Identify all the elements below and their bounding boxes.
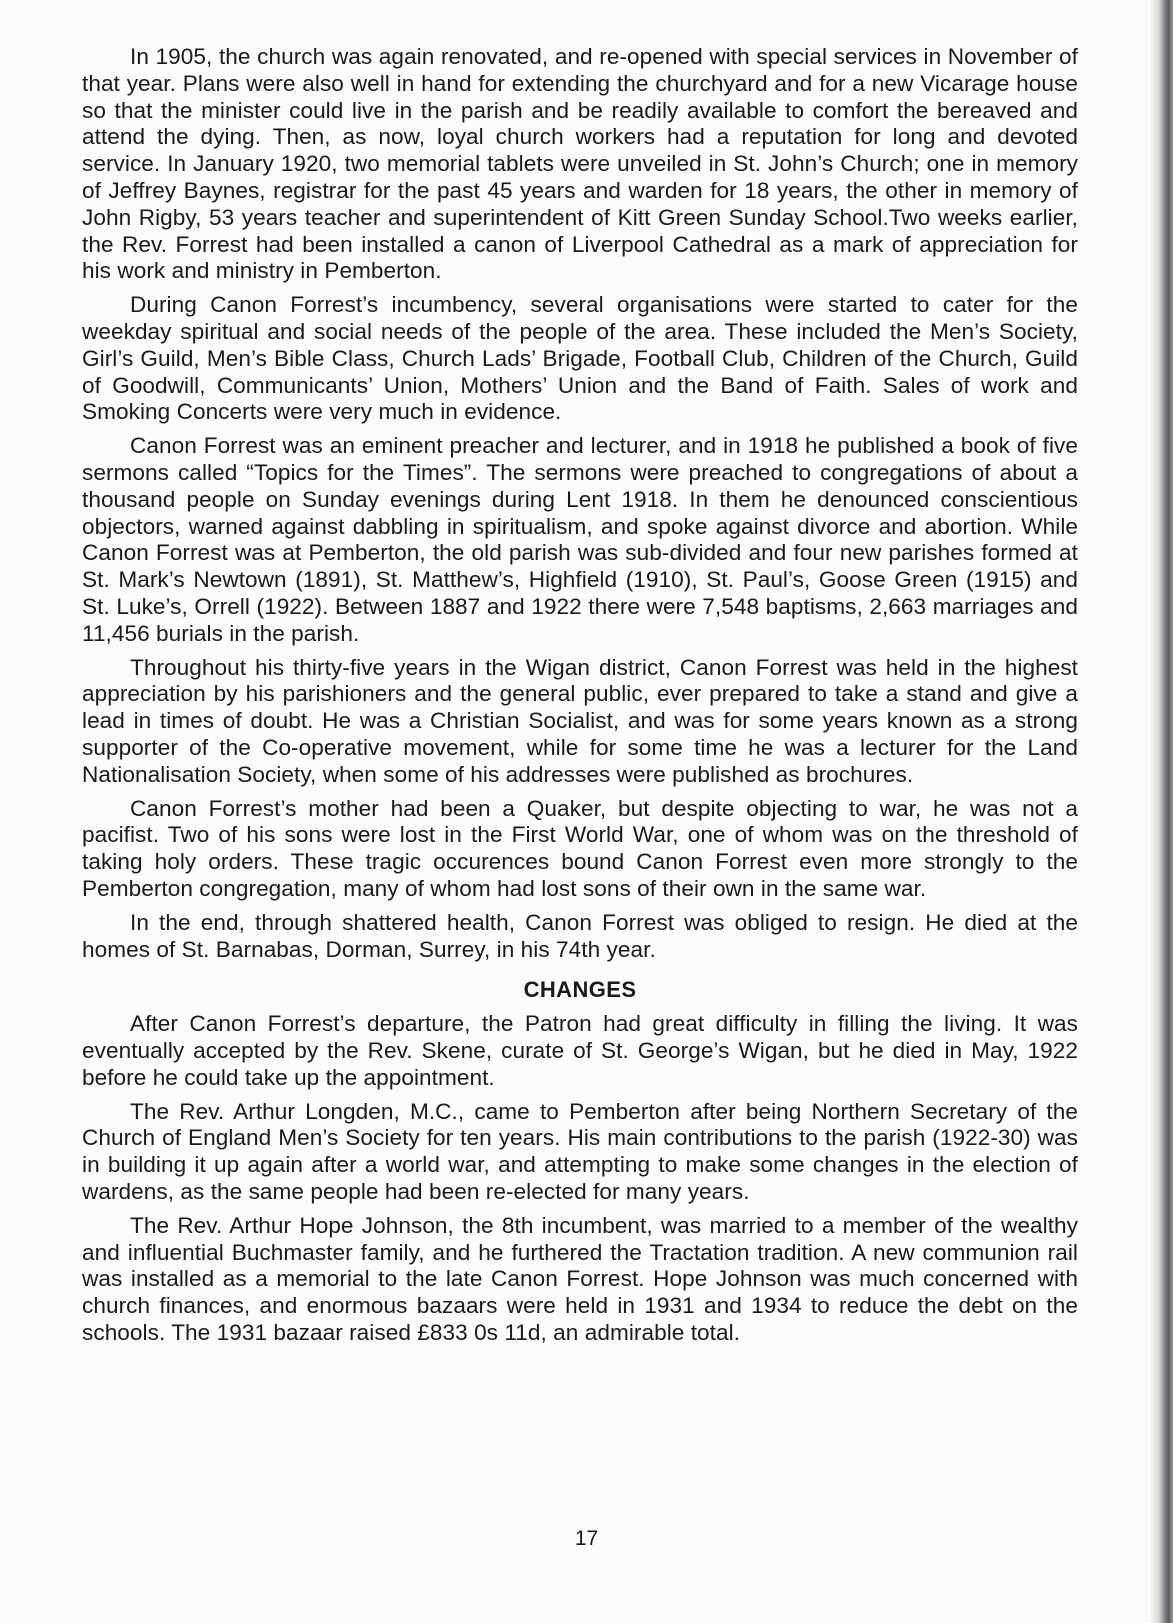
paragraph-organisations: During Canon Forrest’s incumbency, several organisations were started to cater for the weekday spiritual and social needs of the people of the area. These included the Men’s Society, Girl’s Guild, Men’s Bible Class, Church Lads’ Brigade, Football Club, Children of the Church, Guild of Goodwill, Communicants’ Union, Mothers’ Union and the Band of Faith. Sales of work and Smoking Concerts were very much in evidence.	[82, 292, 1078, 425]
paragraph-wigan-district: Throughout his thirty-five years in the Wigan district, Canon Forrest was held in the highest appreciation by his parishioners and the general public, ever prepared to take a stand and give a lead in times of doubt. He was a Christian Socialist, and was for some years known as a strong supporter of the Co-operative movement, while for some time he was a lecturer for the Land Nationalisation Society, when some of his addresses were published as brochures.	[82, 654, 1078, 787]
paragraph-preacher: Canon Forrest was an eminent preacher and lecturer, and in 1918 he published a book of five sermons called “Topics for the Times”. The sermons were preached to congregations of about a thousand people on Sunday evenings during Lent 1918. In them he denounced conscientious objectors, warned against dabbling in spiritualism, and spoke against divorce and abortion. While Canon Forrest was at Pemberton, the old parish was sub-divided and four new parishes formed at St. Mark’s Newtown (1891), St. Matthew’s, Highfield (1910), St. Paul’s, Goose Green (1915) and St. Luke’s, Orrell (1922). Between 1887 and 1922 there were 7,548 baptisms, 2,663 marriages and 11,456 burials in the parish.	[82, 433, 1078, 646]
paragraph-quaker-mother: Canon Forrest’s mother had been a Quaker, but despite objecting to war, he was not a pacifist. Two of his sons were lost in the First World War, one of whom was on the threshold of taking holy orders. These tragic occurences bound Canon Forrest even more strongly to the Pemberton congregation, many of whom had lost sons of their own in the same war.	[82, 795, 1078, 901]
paragraph-longden: The Rev. Arthur Longden, M.C., came to Pemberton after being Northern Secretary of the Church of England Men’s Society for ten years. His main contributions to the parish (1922-30) was in building it up again after a world war, and attempting to make some changes in the election of wardens, as the same people had been re-elected for many years.	[82, 1098, 1078, 1205]
body-text	[82, 44, 1078, 1354]
page-number: 17	[574, 1527, 599, 1550]
paragraph-hope-johnson: The Rev. Arthur Hope Johnson, the 8th incumbent, was married to a member of the wealthy and influential Buchmaster family, and he furthered the Tractation tradition. A new communion rail was installed as a memorial to the late Canon Forrest. Hope Johnson was much concerned with church finances, and enormous bazaars were held in 1931 and 1934 to reduce the debt on the schools. The 1931 bazaar raised £833 0s 11d, an admirable total.	[82, 1212, 1078, 1346]
paragraph-resignation: In the end, through shattered health, Canon Forrest was obliged to resign. He died at the homes of St. Barnabas, Dorman, Surrey, in his 74th year.	[82, 909, 1078, 962]
section-heading: CHANGES	[523, 977, 637, 1003]
binding-edge	[1151, 0, 1173, 1623]
paragraph-patron-difficulty: After Canon Forrest’s departure, the Patron had great difficulty in filling the living. It was eventually accepted by the Rev. Skene, curate of St. George’s Wigan, but he died in May, 1922 before he could take up the appointment.	[82, 1011, 1078, 1090]
paragraph-renovation-1905: In 1905, the church was again renovated, and re-opened with special services in November of that year. Plans were also well in hand for extending the churchyard and for a new Vicarage house so that the minister could live in the parish and be readily available to comfort the bereaved and attend the dying. Then, as now, loyal church workers had a reputation for long and devoted service. In January 1920, two memorial tablets were unveiled in St. John’s Church; one in memory of Jeffrey Baynes, registrar for the past 45 years and warden for 18 years, the other in memory of John Rigby, 53 years teacher and superintendent of Kitt Green Sunday School.Two weeks earlier, the Rev. Forrest had been installed a canon of Liverpool Cathedral as a mark of appreciation for his work and ministry in Pemberton.	[82, 44, 1078, 284]
